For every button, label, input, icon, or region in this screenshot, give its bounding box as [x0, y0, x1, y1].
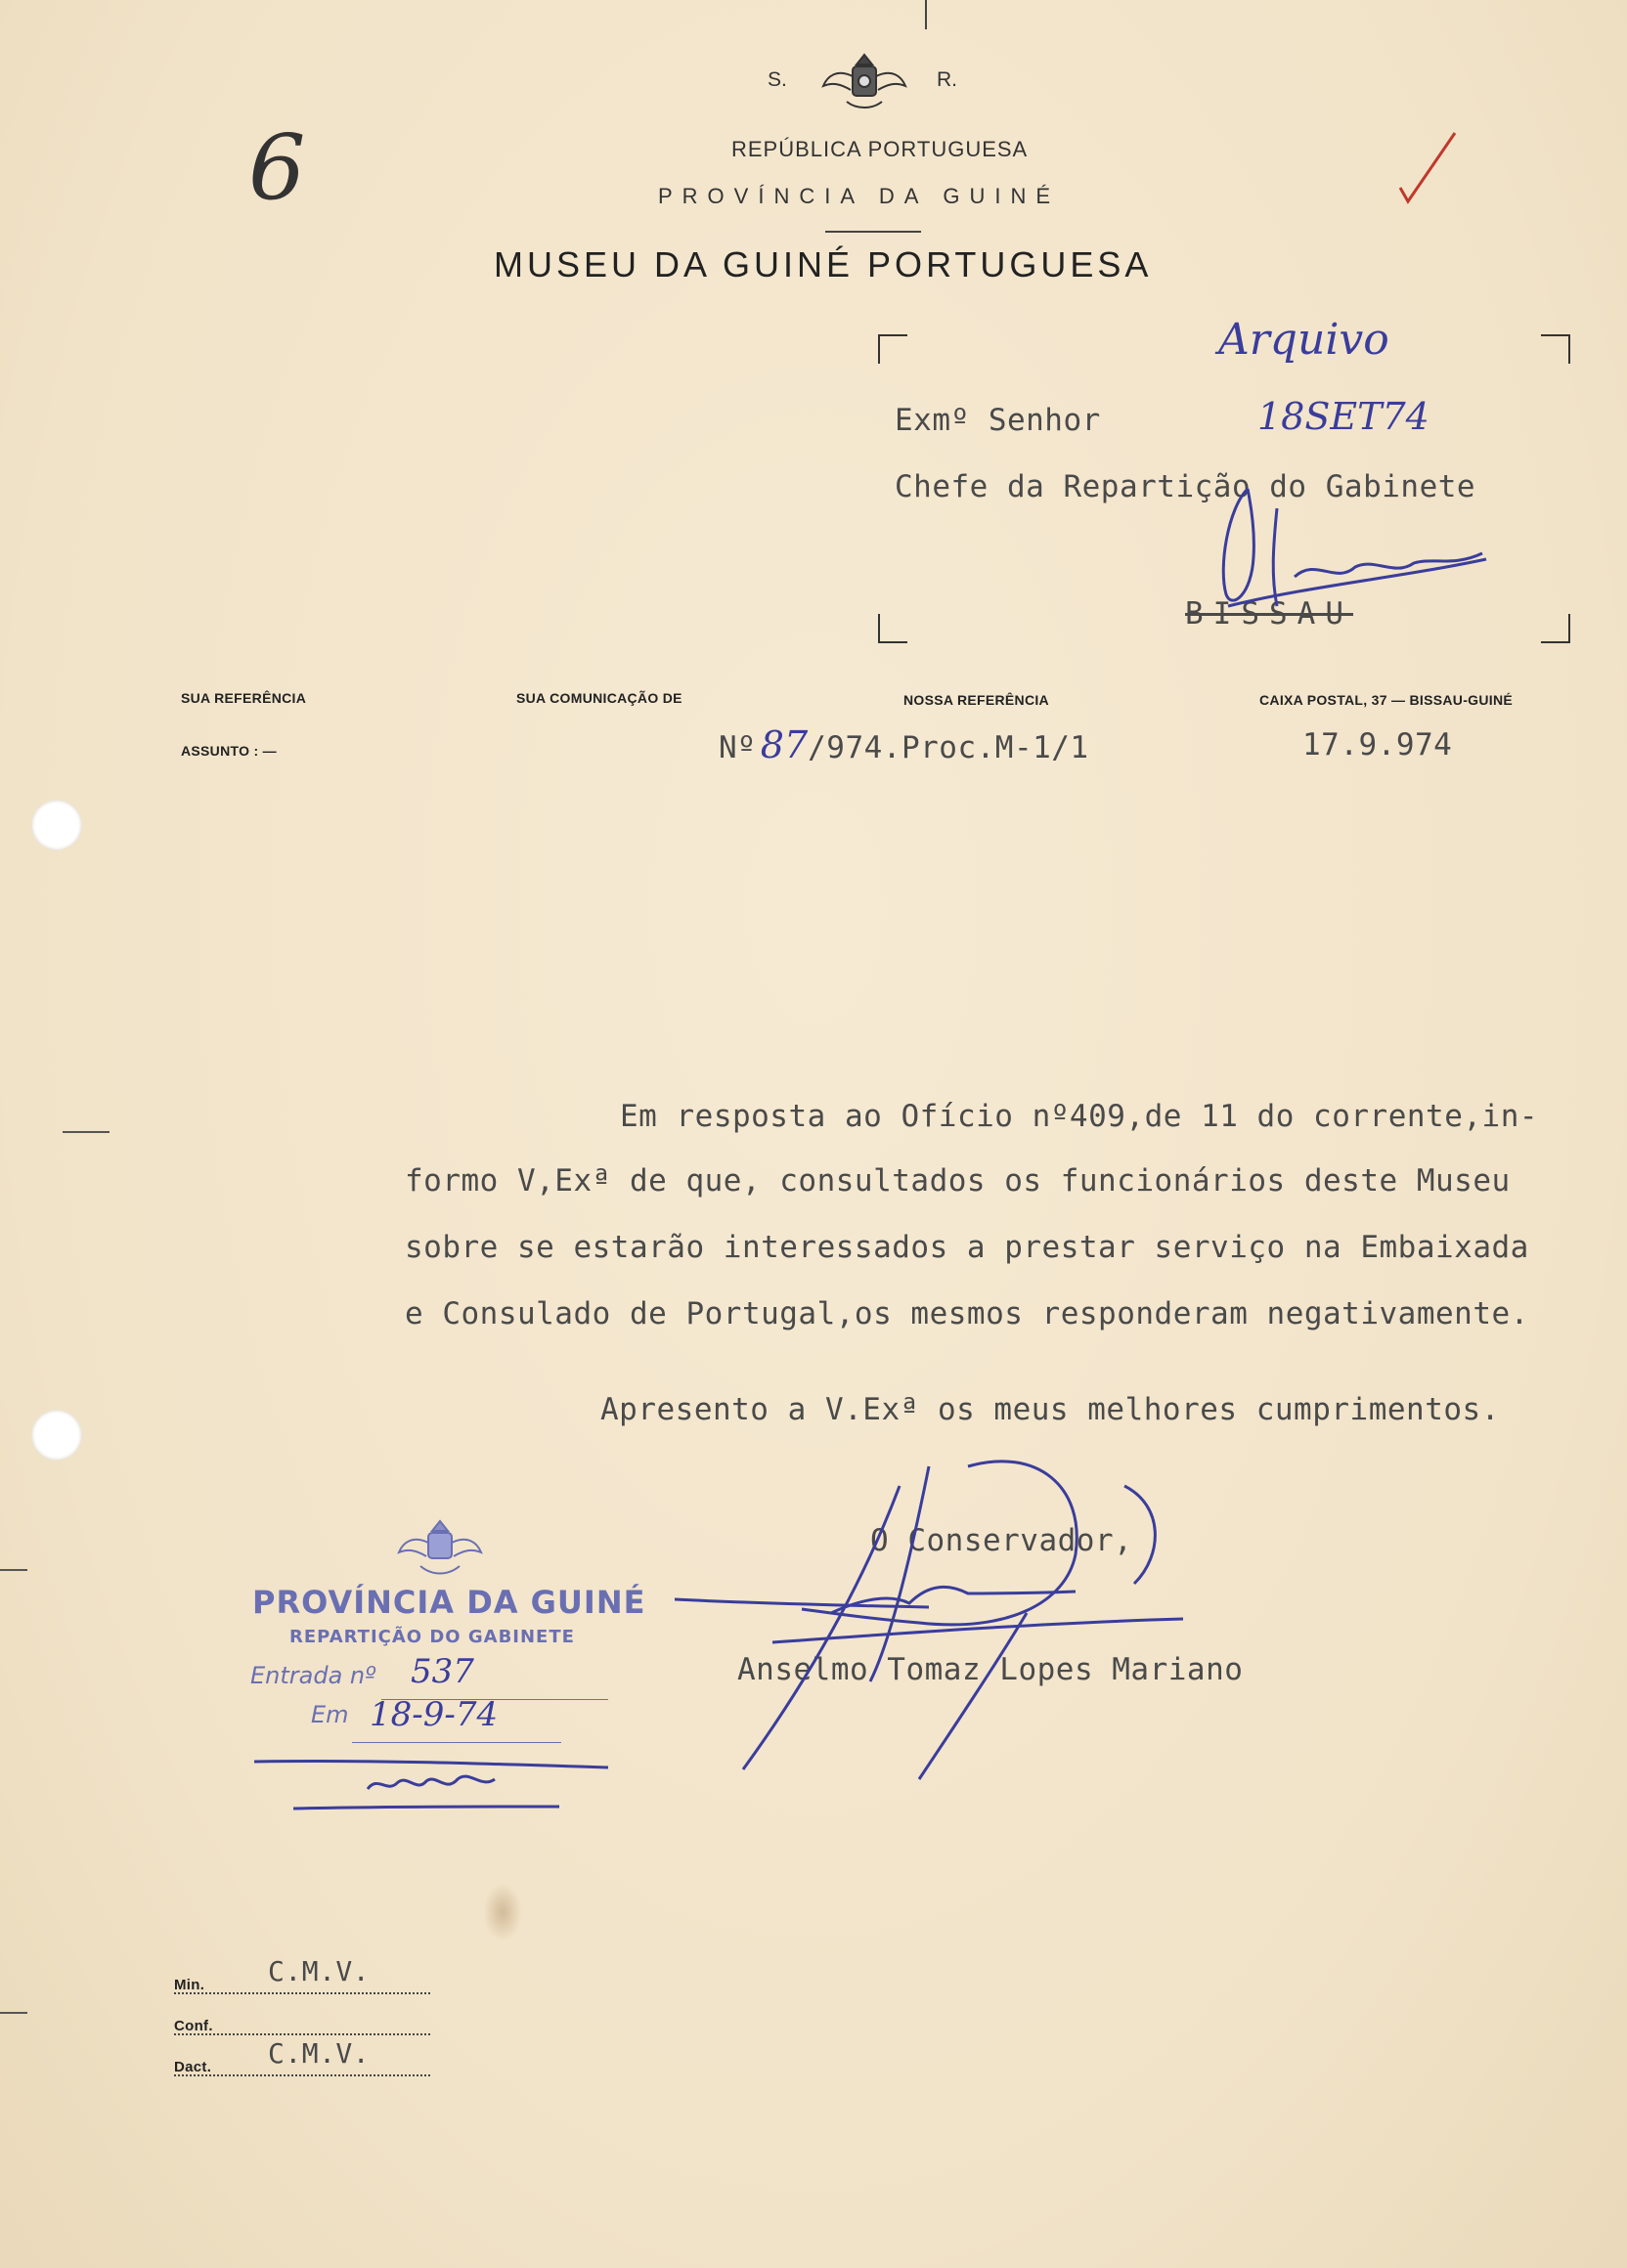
fold-mark [0, 2012, 27, 2014]
initials-scribble-icon [1209, 469, 1492, 616]
fold-mark [63, 1131, 110, 1133]
signatory-role: O Conservador, [870, 1523, 1133, 1558]
addressee-city: BISSAU [1185, 596, 1353, 632]
punch-hole-top [31, 800, 82, 850]
caixa-postal-label: CAIXA POSTAL, 37 — BISSAU-GUINÉ [1259, 692, 1513, 708]
stamp-entrada-value: 537 [411, 1652, 474, 1691]
min-value: C.M.V. [268, 1955, 371, 1987]
footer-conf-row [174, 2010, 430, 2035]
coat-of-arms-icon [817, 47, 911, 117]
conf-label: Conf. [174, 2018, 213, 2034]
sua-comunicacao-label: SUA COMUNICAÇÃO DE [516, 690, 682, 706]
r-letter: R. [937, 68, 957, 91]
min-label: Min. [174, 1977, 205, 1993]
letter-date: 17.9.974 [1302, 727, 1453, 763]
nossa-referencia-label: NOSSA REFERÊNCIA [903, 692, 1049, 708]
stamp-entrada-label: Entrada nº [250, 1662, 376, 1689]
address-corner-bl [878, 614, 907, 643]
stamp-em-value: 18-9-74 [370, 1695, 499, 1734]
page-number-handwritten: 6 [248, 115, 306, 220]
body-line-3: sobre se estarão interessados a prestar serviço na Embaixada [405, 1230, 1529, 1265]
sua-referencia-label: SUA REFERÊNCIA [181, 690, 307, 706]
ref-prefix: Nº [719, 730, 757, 765]
addressee-title: Chefe da Repartição do Gabinete [895, 469, 1476, 504]
footer-dact-row [174, 2037, 430, 2076]
address-corner-tl [878, 334, 907, 364]
footer-min-row [174, 1955, 430, 1994]
top-center-mark [925, 0, 927, 29]
stamp-initials-scribble-icon [250, 1750, 612, 1818]
dact-label: Dact. [174, 2059, 212, 2075]
red-check-mark-icon [1396, 127, 1461, 209]
republica-heading: REPÚBLICA PORTUGUESA [731, 137, 1029, 161]
closing-line: Apresento a V.Exª os meus melhores cumprimentos. [600, 1392, 1500, 1427]
address-corner-br [1541, 614, 1570, 643]
header-divider [825, 231, 921, 233]
assunto-label: ASSUNTO : — [181, 743, 277, 759]
body-line-4: e Consulado de Portugal,os mesmos responderam negativamente. [405, 1296, 1529, 1331]
stamp-crest-icon [391, 1515, 489, 1584]
address-corner-tr [1541, 334, 1570, 364]
nossa-referencia-value [719, 723, 1089, 766]
arquivo-handwritten: Arquivo [1218, 315, 1389, 365]
fold-mark [0, 1569, 27, 1571]
ref-number-handwritten: 87 [760, 723, 809, 766]
punch-hole-bottom [31, 1410, 82, 1461]
provincia-heading: PROVÍNCIA DA GUINÉ [658, 184, 1061, 208]
stamp-provincia: PROVÍNCIA DA GUINÉ [252, 1584, 646, 1621]
addressee-salutation: Exmº Senhor [895, 403, 1101, 438]
body-line-2: formo V,Exª de que, consultados os funcionários deste Museu [405, 1163, 1511, 1199]
body-line-1: Em resposta ao Ofício nº409,de 11 do corrente,in- [620, 1099, 1539, 1134]
handwritten-signature-icon [675, 1447, 1300, 1799]
paper-stain [483, 1883, 522, 1941]
stamp-reparticao: REPARTIÇÃO DO GABINETE [289, 1627, 575, 1647]
arquivo-date-handwritten: 18SET74 [1257, 395, 1429, 438]
stamp-em-line [352, 1742, 561, 1743]
stamp-em-label: Em [311, 1701, 349, 1728]
s-letter: S. [768, 68, 787, 91]
dact-value: C.M.V. [268, 2037, 371, 2070]
museu-heading: MUSEU DA GUINÉ PORTUGUESA [494, 244, 1153, 284]
ref-rest: /974.Proc.M-1/1 [808, 730, 1089, 765]
signatory-name: Anselmo Tomaz Lopes Mariano [737, 1652, 1244, 1687]
